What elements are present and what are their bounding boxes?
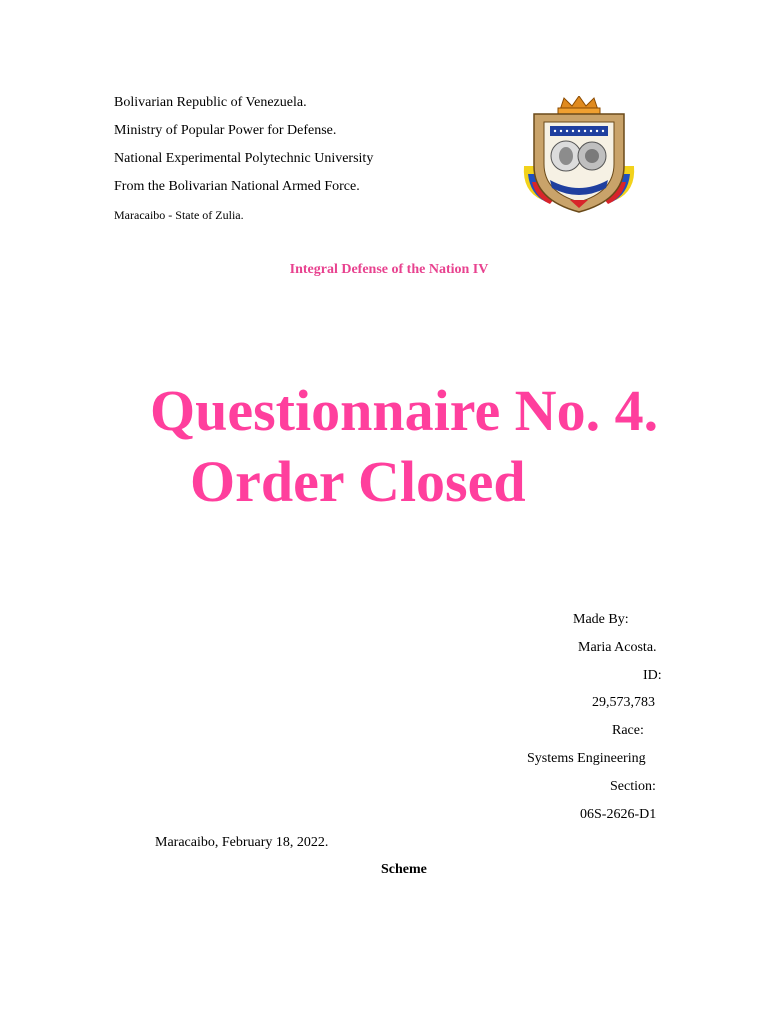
header-line-ministry: Ministry of Popular Power for Defense. <box>114 123 337 138</box>
scheme-heading: Scheme <box>381 862 427 877</box>
section-value: 06S-2626-D1 <box>580 807 657 822</box>
header-line-armed-force: From the Bolivarian National Armed Force. <box>114 179 360 194</box>
header-line-location: Maracaibo - State of Zulia. <box>114 208 244 222</box>
header-line-university: National Experimental Polytechnic University <box>114 151 374 166</box>
header-line-country: Bolivarian Republic of Venezuela. <box>114 95 307 110</box>
course-subject: Integral Defense of the Nation IV <box>289 262 489 277</box>
race-value: Systems Engineering <box>527 751 646 766</box>
place-date: Maracaibo, February 18, 2022. <box>155 835 329 850</box>
id-value: 29,573,783 <box>592 695 655 710</box>
page-title-line1: Questionnaire No. 4. <box>150 378 659 443</box>
made-by-label: Made By: <box>573 612 629 627</box>
author-name: Maria Acosta. <box>578 640 657 655</box>
section-label: Section: <box>610 779 656 794</box>
university-crest-logo <box>520 96 638 216</box>
page-title-line2: Order Closed <box>190 449 526 514</box>
race-label: Race: <box>612 723 644 738</box>
id-label: ID: <box>643 668 662 683</box>
